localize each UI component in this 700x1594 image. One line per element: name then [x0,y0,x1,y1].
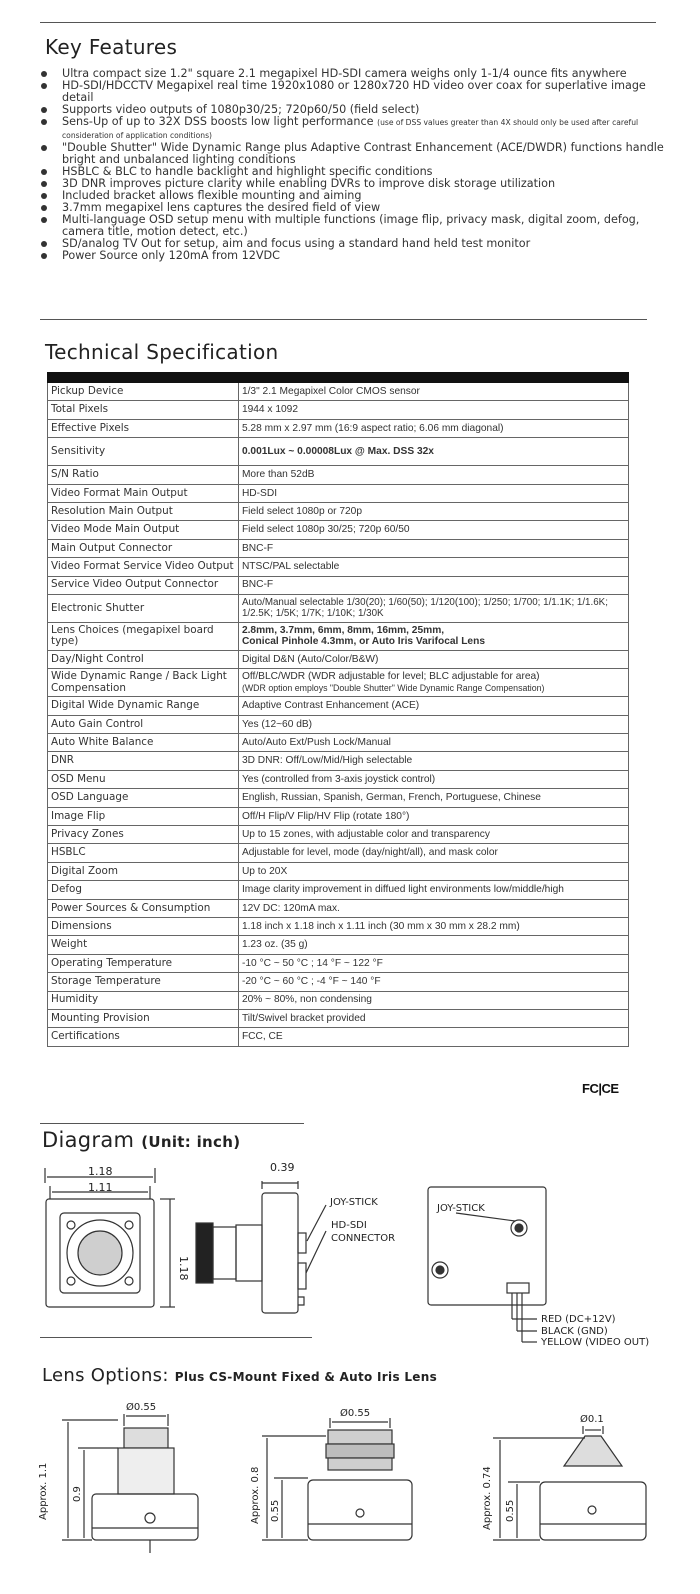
spec-label: Privacy Zones [48,826,239,844]
spec-value-line: Adaptive Contrast Enhancement (ACE) [241,700,420,712]
spec-value [238,1028,628,1046]
spec-row [48,917,629,935]
diagram-title [42,1128,240,1152]
spec-row [48,502,629,520]
feature-text: 3.7mm megapixel lens captures the desired field of view [62,201,381,215]
spec-label: Main Output Connector [48,539,239,557]
diagram-unit: (Unit: inch) [141,1133,241,1151]
spec-label: Auto Gain Control [48,715,239,733]
spec-row [48,697,629,715]
spec-value-line: 3D DNR: Off/Low/Mid/High selectable [241,755,413,767]
feature-text: HD-SDI/HDCCTV Megapixel real time 1920x1080 or 1280x720 HD video over coax for superlative image detail [62,79,646,104]
spec-value [238,1009,628,1027]
spec-value [238,401,628,419]
dim-width-outer: 1.18 [88,1165,113,1178]
spec-label: S/N Ratio [48,466,239,484]
spec-value [238,973,628,991]
dim-width-inner: 1.11 [88,1181,113,1194]
spec-label: Wide Dynamic Range / Back Light Compensation [48,669,239,697]
spec-value-line: Up to 15 zones, with adjustable color and transparency [241,828,490,840]
spec-value-line: (WDR option employs "Double Shutter" Wide Dynamic Range Compensation) [241,682,545,693]
spec-label: Dimensions [48,917,239,935]
spec-value [238,899,628,917]
spec-label: Operating Temperature [48,954,239,972]
feature-item [38,166,673,178]
spec-value [238,521,628,539]
spec-value-line: 1.18 inch x 1.18 inch x 1.11 inch (30 mm x 30 mm x 28.2 mm) [241,920,520,932]
spec-label: Certifications [48,1028,239,1046]
spec-label: Sensitivity [48,438,239,466]
lens1-diameter: Ø0.55 [126,1402,157,1413]
spec-value-line: -10 °C ~ 50 °C ; 14 °F ~ 122 °F [241,957,383,969]
spec-row [48,862,629,880]
spec-label: Lens Choices (megapixel board type) [48,622,239,650]
joystick-label: JOY-STICK [330,1197,378,1208]
feature-note: (use of DSS values greater than 4X should only be used after careful consideration of application conditions) [62,118,639,140]
spec-row [48,807,629,825]
feature-text: Supports video outputs of 1080p30/25; 720p60/50 (field select) [62,102,420,116]
spec-value-line: 20% ~ 80%, non condensing [241,994,372,1006]
spec-row [48,789,629,807]
spec-value-line: 5.28 mm x 2.97 mm (16:9 aspect ratio; 6.06 mm diagonal) [241,422,504,434]
spec-row [48,734,629,752]
spec-value-line: FCC, CE [241,1031,283,1043]
spec-value-line: Off/H Flip/V Flip/HV Flip (rotate 180°) [241,810,410,822]
spec-value [238,991,628,1009]
spec-table [47,372,629,1047]
spec-row [48,521,629,539]
spec-value [238,594,628,622]
feature-text: Sens-Up of up to 32X DSS boosts low light performance [62,115,374,129]
hdsdi-label: HD-SDI [331,1220,367,1231]
spec-value-line: Off/BLC/WDR (WDR adjustable for level; BLC adjustable for area) [241,671,540,683]
feature-item [38,190,673,202]
lens2-height: 0.55 [270,1499,281,1522]
connector-label: CONNECTOR [331,1233,396,1244]
diagram-rule-top [40,1123,304,1124]
lens-options-title-text: Lens Options: [42,1365,169,1386]
spec-value [238,484,628,502]
spec-label: Humidity [48,991,239,1009]
spec-label: Video Format Service Video Output [48,558,239,576]
spec-value [238,419,628,437]
spec-row [48,826,629,844]
feature-item [38,178,673,190]
diagram-title-text: Diagram [42,1128,135,1152]
spec-value [238,715,628,733]
spec-label: Total Pixels [48,401,239,419]
spec-row [48,650,629,668]
spec-row [48,401,629,419]
spec-row [48,936,629,954]
spec-row [48,576,629,594]
spec-value [238,650,628,668]
spec-value-line: 2.8mm, 3.7mm, 6mm, 8mm, 16mm, 25mm, [241,624,445,636]
spec-value-line: HD-SDI [241,487,278,499]
spec-label: Day/Night Control [48,650,239,668]
feature-item [38,104,673,116]
lens-options-subtitle: Plus CS-Mount Fixed & Auto Iris Lens [174,1370,438,1384]
feature-text: Multi-language OSD setup menu with multiple functions (image flip, privacy mask, digital zoom, defog, camera title, motion detect, etc.) [62,213,640,239]
fcc-ce-logo: FC|CE [582,1081,619,1096]
spec-row [48,715,629,733]
spec-value [238,881,628,899]
spec-label: Digital Wide Dynamic Range [48,697,239,715]
feature-item [38,250,673,262]
spec-value [238,438,628,466]
spec-value-line: Tilt/Swivel bracket provided [241,1012,366,1024]
spec-row [48,752,629,770]
spec-value [238,789,628,807]
feature-item [38,142,673,165]
top-rule [40,22,656,23]
spec-label: Video Format Main Output [48,484,239,502]
spec-row [48,770,629,788]
spec-value-line: Up to 20X [241,865,288,877]
spec-label: OSD Language [48,789,239,807]
spec-label: HSBLC [48,844,239,862]
feature-item [38,214,673,237]
spec-label: Digital Zoom [48,862,239,880]
spec-row [48,899,629,917]
spec-row [48,954,629,972]
feature-item [38,238,673,250]
spec-label: Video Mode Main Output [48,521,239,539]
spec-label: Weight [48,936,239,954]
spec-value-line: Yes (12~60 dB) [241,718,313,730]
spec-value [238,862,628,880]
spec-label: Pickup Device [48,383,239,401]
spec-value [238,576,628,594]
spec-label: Auto White Balance [48,734,239,752]
spec-value-line: Image clarity improvement in diffued light environments low/middle/high [241,884,564,896]
spec-value-line: Yes (controlled from 3-axis joystick control) [241,773,436,785]
spec-row [48,383,629,401]
spec-value-line: BNC-F [241,579,274,591]
feature-item [38,202,673,214]
spec-value-line: More than 52dB [241,469,315,481]
spec-label: Service Video Output Connector [48,576,239,594]
spec-label: Electronic Shutter [48,594,239,622]
key-features-title: Key Features [45,35,178,59]
spec-value [238,669,628,697]
spec-value-line: Adjustable for level, mode (day/night/all), and mask color [241,847,498,859]
feature-text: 3D DNR improves picture clarity while enabling DVRs to improve disk storage utilization [62,176,556,190]
spec-value [238,807,628,825]
spec-value [238,917,628,935]
spec-value [238,936,628,954]
back-joystick-label: JOY-STICK [437,1203,485,1214]
spec-value [238,844,628,862]
spec-value [238,734,628,752]
spec-row [48,881,629,899]
spec-row [48,1028,629,1046]
key-features-list [38,68,673,263]
spec-label: Resolution Main Output [48,502,239,520]
lens2-diameter: Ø0.55 [340,1408,371,1419]
dim-depth: 0.39 [270,1161,295,1174]
spec-row [48,1009,629,1027]
spec-row [48,669,629,697]
lens3-height: 0.55 [505,1499,516,1522]
spec-label: DNR [48,752,239,770]
spec-value-line: 12V DC: 120mA max. [241,902,340,914]
spec-value-line: Field select 1080p or 720p [241,505,363,517]
spec-value [238,752,628,770]
spec-table-header-bar [48,373,629,383]
feature-item [38,116,673,141]
spec-row [48,844,629,862]
lens1-approx: Approx. 1.1 [38,1462,49,1520]
lens-options-title [42,1365,437,1386]
spec-value [238,466,628,484]
lens3-diameter: Ø0.1 [580,1414,604,1425]
dim-height: 1.18 [177,1256,190,1281]
spec-value-line: Auto/Auto Ext/Push Lock/Manual [241,737,391,749]
feature-text: SD/analog TV Out for setup, aim and focus using a standard hand held test monitor [62,237,531,251]
lens3-approx: Approx. 0.74 [482,1466,493,1530]
spec-value-line: English, Russian, Spanish, German, French, Portuguese, Chinese [241,792,541,804]
spec-row [48,991,629,1009]
spec-value [238,622,628,650]
spec-value-line: Digital D&N (Auto/Color/B&W) [241,653,379,665]
spec-value [238,558,628,576]
features-rule [40,319,647,320]
spec-label: Defog [48,881,239,899]
spec-label: Image Flip [48,807,239,825]
spec-row [48,438,629,466]
feature-item [38,80,673,103]
technical-specification-title: Technical Specification [45,340,279,364]
spec-row [48,466,629,484]
feature-text: HSBLC & BLC to handle backlight and highlight specific conditions [62,164,433,178]
spec-value [238,383,628,401]
lens-options-diagram [0,1398,700,1594]
spec-label: Storage Temperature [48,973,239,991]
lens2-approx: Approx. 0.8 [250,1466,261,1524]
spec-value [238,539,628,557]
wire-black-label: BLACK (GND) [541,1326,608,1337]
feature-item [38,68,673,80]
feature-text: Power Source only 120mA from 12VDC [62,249,280,263]
spec-row [48,622,629,650]
spec-value-line: 1.23 oz. (35 g) [241,939,308,951]
spec-value-line: Conical Pinhole 4.3mm, or Auto Iris Varifocal Lens [241,636,485,648]
spec-value [238,770,628,788]
spec-value [238,697,628,715]
spec-row [48,539,629,557]
lens1-height: 0.9 [72,1486,83,1502]
spec-value-line: BNC-F [241,542,274,554]
feature-text: Included bracket allows flexible mounting and aiming [62,189,362,203]
wire-red-label: RED (DC+12V) [541,1314,616,1325]
feature-text: Ultra compact size 1.2" square 2.1 megapixel HD-SDI camera weighs only 1-1/4 ounce fits anywhere [62,67,627,80]
spec-row [48,594,629,622]
spec-value-line: 1944 x 1092 [241,404,299,416]
spec-value-line: Auto/Manual selectable 1/30(20); 1/60(50); 1/120(100); 1/250; 1/700; 1/1.1K; 1/1.6K; 1/2.5K; 1/5K; 1/7K; 1/10K; 1/30K [241,596,608,620]
spec-label: Effective Pixels [48,419,239,437]
spec-value-line: NTSC/PAL selectable [241,561,340,573]
spec-label: OSD Menu [48,770,239,788]
spec-value [238,502,628,520]
wire-yellow-label: YELLOW (VIDEO OUT) [541,1337,650,1348]
spec-label: Mounting Provision [48,1009,239,1027]
spec-value [238,954,628,972]
spec-row [48,419,629,437]
spec-value-line: 0.001Lux ~ 0.00008Lux @ Max. DSS 32x [241,445,434,457]
spec-value [238,826,628,844]
spec-value-line: Field select 1080p 30/25; 720p 60/50 [241,524,410,536]
spec-label: Power Sources & Consumption [48,899,239,917]
spec-row [48,973,629,991]
spec-value-line: 1/3" 2.1 Megapixel Color CMOS sensor [241,385,420,397]
feature-text: "Double Shutter" Wide Dynamic Range plus Adaptive Contrast Enhancement (ACE/DWDR) functions handle bright and unbalanced lighting conditions [62,140,664,166]
spec-row [48,484,629,502]
camera-diagram [0,1155,700,1355]
spec-value-line: -20 °C ~ 60 °C ; -4 °F ~ 140 °F [241,976,381,988]
spec-row [48,558,629,576]
